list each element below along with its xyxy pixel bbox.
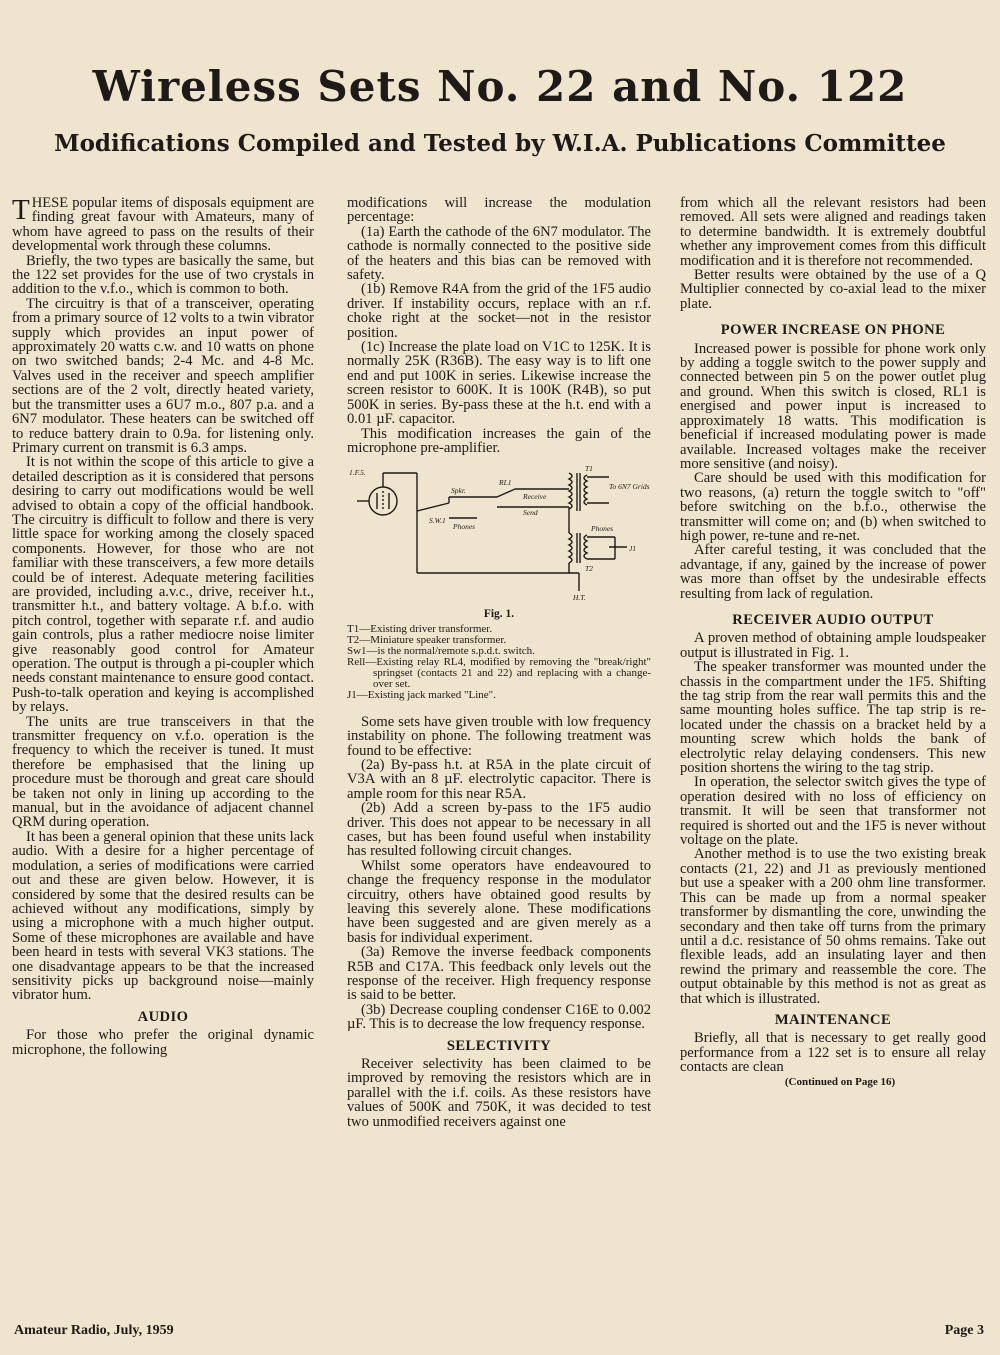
paragraph: After careful testing, it was concluded that the advantage, if any, gained by the increase of power was more than offset by the undesirable effects resulting from lack of regulation. (680, 542, 986, 602)
label-t1: T1 (585, 464, 593, 474)
paragraph: (2b) Add a screen by-pass to the 1F5 audio driver. This does not appear to be necessary in all cases, but has been found useful when instability has resulted following circuit changes. (347, 800, 651, 860)
label-sw1: S.W.1 (429, 516, 446, 526)
paragraph: The units are true transceivers in that the transmitter frequency on v.f.o. operation is the frequency to which the receiver is tuned. It must therefore be emphasised that the lining up procedure must be thorough and great care should be taken not only in lining up according to the manual, but in the avoidance of adjacent channel QRM during operation. (12, 713, 314, 831)
paragraph: The speaker transformer was mounted under the chassis in the compartment under the 1F5. Shifting the tag strip from the rear wall permits this and the same mounting holes suffice. The tap strip is re-located under the chassis on a bracket held by a mounting screw which holds the bank of electrolytic relay delaying condensers. This new position shortens the wiring to the tag strip. (680, 659, 986, 777)
label-ht: H.T. (573, 593, 586, 603)
paragraph: Briefly, the two types are basically the same, but the 122 set provides for the use of two crystals in addition to the v.f.o., which is common to both. (12, 252, 314, 298)
paragraph: Care should be used with this modification for two reasons, (a) return the toggle switch to "off" before switching on the b.f.o., otherwise the transmitter will come on; and (b) when switched to high power, re-tune and re-net. (680, 470, 986, 544)
legend-item: T2—Miniature speaker transformer. (347, 633, 507, 646)
paragraph: (2a) By-pass h.t. at R5A in the plate circuit of V3A with an 8 µF. electrolytic capacitor. There is ample room for this near R5A. (347, 756, 651, 802)
legend-item: Rell—Existing relay RL4, modified by removing the "break/right" springset (contacts 21 and 22) and replacing with a change-over set. (347, 655, 651, 690)
paragraph: It has been a general opinion that these units lack audio. With a desire for a higher percentage of modulation, a series of modifications were carried out and these are given below. However, it is considered by some that the desired results can be achieved without any modifications, simply by using a microphone with a much higher output. Some of these microphones are available and have been heard in tests with several VK3 stations. The one disadvantage appears to be that the increased sensitivity picks up background noise—mainly vibrator hum. (12, 828, 314, 1004)
paragraph: A proven method of obtaining ample loudspeaker output is illustrated in Fig. 1. (680, 630, 986, 661)
paragraph: (1b) Remove R4A from the grid of the 1F5 audio driver. If instability occurs, replace with an r.f. choke right at the socket—not in the resistor position. (347, 281, 651, 341)
paragraph: It is not within the scope of this article to give a detailed description as it is considered that persons desiring to carry out modifications would be well advised to obtain a copy of the official handbook. The circuitry is difficult to follow and there is very little space for working among the closely spaced components. However, for those who are not familiar with these transceivers, a few more details could be of interest. Adequate metering facilities are provided, including a.v.c., drive, receiver h.t., transmitter h.t., and battery voltage. A b.f.o. with pitch control, together with separate r.f. and audio gain controls, plus a rather mediocre noise limiter give reasonably good control for Amateur operation. The output is through a pi-coupler which needs constant maintenance to ensure good contact. Push-to-talk operation and keying is accomplished by relays. (12, 454, 314, 716)
legend-item: T1—Existing driver transformer. (347, 622, 493, 635)
paragraph: Another method is to use the two existing break contacts (21, 22) and J1 as previously mentioned but use a speaker with a 200 ohm line transformer. This can be made up from a normal speaker transformer by dismantling the core, unwinding the secondary and then take off turns from the primary until a d.c. resistance of 50 ohms remains. Take out flexible leads, add an insulating layer and then rewind the primary and reassemble the core. The output obtainable by this method is not as great as that which is illustrated. (680, 846, 986, 1007)
label-j1: J1 (629, 544, 637, 554)
label-1f5: 1.F.5. (349, 468, 366, 478)
figure-legend (347, 624, 651, 701)
paragraph: Receiver selectivity has been claimed to be improved by removing the resistors which are in parallel with the i.f. coils. As these resistors have values of 500K and 750K, it was decided to test two unmodified receivers against one (347, 1056, 651, 1130)
section-heading-selectivity: SELECTIVITY (446, 1037, 552, 1054)
label-receive: Receive (523, 492, 547, 502)
label-spkr: Spkr. (451, 486, 466, 496)
column-3 (680, 196, 986, 1089)
section-heading-audio: AUDIO (137, 1008, 189, 1025)
paragraph: (1a) Earth the cathode of the 6N7 modulator. The cathode is normally connected to the positive side of the heaters and this bias can be removed with safety. (347, 223, 651, 284)
relay-rl1 (497, 489, 515, 497)
figure-1 (347, 463, 651, 700)
legend-item: J1—Existing jack marked "Line". (347, 688, 496, 701)
paragraph: This modification increases the gain of the microphone pre-amplifier. (347, 425, 651, 456)
paragraph (12, 196, 314, 254)
continued-note: (Continued on Page 16) (784, 1075, 896, 1088)
label-phones: Phones (453, 522, 476, 532)
paragraph: modifications will increase the modulation percentage: (347, 195, 651, 226)
paragraph: Briefly, all that is necessary to get really good performance from a 122 set is to ensure all relay contacts are clean (680, 1030, 986, 1076)
drop-cap: T (12, 194, 30, 226)
footer-page-number: Page 3 (944, 1323, 984, 1338)
article-title: Wireless Sets No. 22 and No. 122 (92, 62, 908, 111)
switch-sw1 (417, 503, 449, 511)
column-1 (12, 196, 314, 1057)
paragraph: Increased power is possible for phone work only by adding a toggle switch to the power supply and connected between pin 5 on the power outlet plug and ground. When this switch is closed, RL1 is energised and power input is increased to approximately 18 watts. This modification is beneficial if increased modulating power is made available. Increased voltages make the receiver more sensitive (and noisy). (680, 340, 986, 472)
label-rl1: RL1 (499, 478, 512, 488)
paragraph: For those who prefer the original dynamic microphone, the following (12, 1027, 314, 1058)
column-2 (347, 196, 651, 1129)
paragraph: In operation, the selector switch gives the type of operation desired with no loss of efficiency on transmit. It will be seen that transformer not required is shorted out and the 1F5 is never without voltage on the plate. (680, 774, 986, 849)
legend-item: Sw1—is the normal/remote s.p.d.t. switch. (347, 644, 535, 657)
label-phones-2: Phones (591, 524, 614, 534)
section-heading-power-increase: POWER INCREASE ON PHONE (720, 322, 946, 339)
paragraph: from which all the relevant resistors had been removed. All sets were aligned and readings taken to determine bandwidth. It is extremely doubtful whether any improvement comes from this difficult modification and it is therefore not recommended. (680, 195, 986, 269)
figure-caption: Fig. 1. (483, 608, 515, 621)
paragraph: Some sets have given trouble with low frequency instability on phone. The following treatment was found to be effective: (347, 713, 651, 759)
transformer-t1-primary (569, 473, 572, 509)
paragraph: The circuitry is that of a transceiver, operating from a primary source of 12 volts to a twin vibrator supply which provides an input power of approximately 20 watts c.w. and 10 watts on phone on two switched bands; 2-4 Mc. and 4-8 Mc. Valves used in the receiver and speech amplifier sections are of the 2 volt, directly heated variety, but the transmitter uses a 6U7 m.o., 807 p.a. and a 6N7 modulator. These heaters can be switched off to reduce battery drain to 0.9a. for listening only. Primary current on transmit is 6.3 amps. (12, 295, 314, 456)
transformer-t2-primary (569, 533, 572, 563)
paragraph: (3b) Decrease coupling condenser C16E to 0.002 µF. This is to decrease the low frequency response. (347, 1001, 651, 1033)
paragraph: (3a) Remove the inverse feedback components R5B and C17A. This feedback only levels out the response of the receiver. High frequency response is said to be better. (347, 944, 651, 1004)
paragraph: Better results were obtained by the use of a Q Multiplier connected by co-axial lead to the mixer plate. (680, 267, 986, 312)
section-heading-receiver-audio: RECEIVER AUDIO OUTPUT (732, 611, 934, 628)
label-t2: T2 (585, 564, 593, 574)
footer-publication: Amateur Radio, July, 1959 (14, 1323, 174, 1338)
paragraph: (1c) Increase the plate load on V1C to 125K. It is normally 25K (R36B). The easy way is to lift one end and put 100K in series. Likewise increase the screen resistor to 600K. It is 100K (R4B), so put 500K in series. By-pass these at the h.t. end with a 0.01 µF. capacitor. (347, 339, 651, 428)
article-subtitle: Modifications Compiled and Tested by W.I.A. Publications Committee (54, 130, 946, 157)
circuit-diagram (347, 463, 651, 603)
paragraph: Whilst some operators have endeavoured to change the frequency response in the modulator circuitry, others have obtained good results by leaving this severely alone. These modifications have been suggested and are given merely as a basis for individual experiment. (347, 857, 651, 946)
section-heading-maintenance: MAINTENANCE (774, 1011, 892, 1028)
paragraph-text: HESE popular items of disposals equipment are finding great favour with Amateurs, many of whom have agreed to pass on the results of their developmental work through these columns. (12, 195, 314, 255)
label-send: Send (523, 508, 538, 518)
label-6n7-grids: To 6N7 Grids (609, 482, 650, 492)
